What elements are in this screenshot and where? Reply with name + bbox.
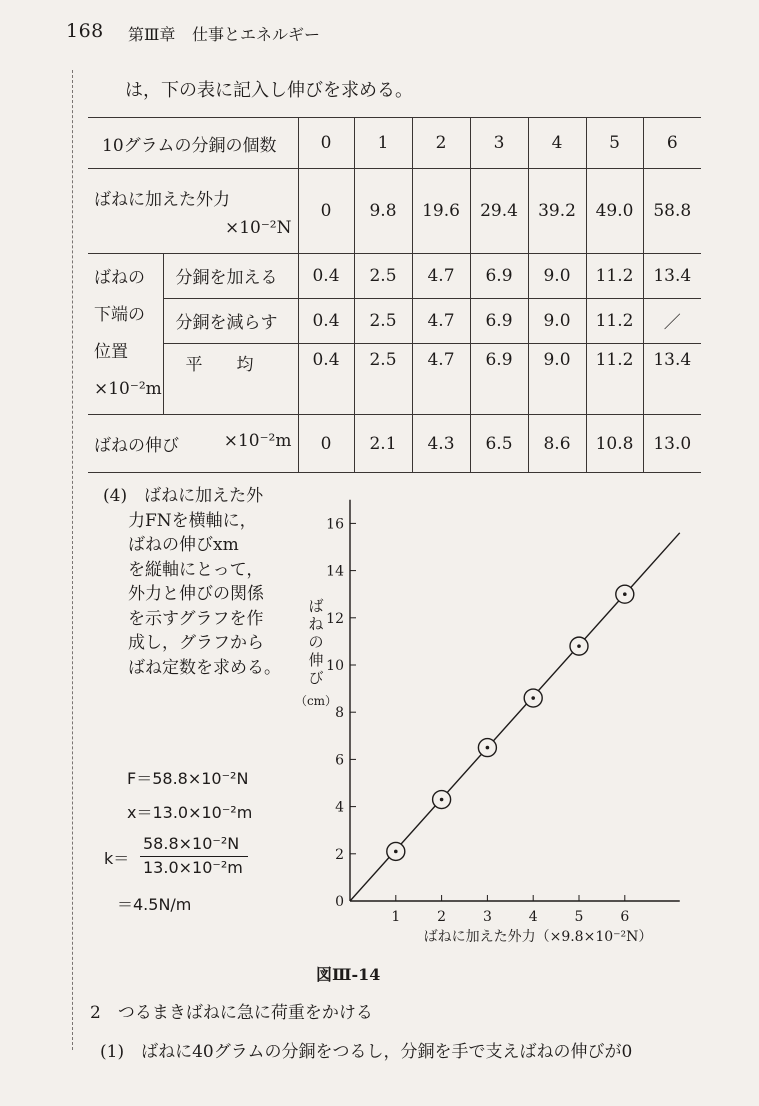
- position-label-line: 下端の: [94, 305, 145, 325]
- position-cell: 6.9: [470, 254, 528, 299]
- x-ticks: [391, 895, 629, 925]
- chapter-label: 第Ⅲ章: [128, 25, 176, 44]
- explanation-line: を示すグラフを作: [128, 608, 264, 629]
- formula-x: x＝13.0×10⁻²m: [127, 803, 253, 822]
- y-label-char: び: [308, 669, 324, 687]
- force-label-unit: ×10⁻²N: [224, 217, 292, 238]
- extension-cell: 0: [298, 415, 354, 473]
- count-cell: 4: [528, 118, 586, 169]
- table-row: [88, 343, 701, 414]
- data-point-center: [531, 696, 535, 700]
- figure-caption: 図Ⅲ-14: [316, 965, 381, 984]
- fraction-bar: [140, 856, 248, 857]
- position-cell: 9.0: [528, 254, 586, 299]
- x-tick-label: 2: [437, 909, 447, 925]
- y-tick-label: 10: [326, 658, 344, 674]
- x-tick-label: 5: [574, 909, 584, 925]
- average-label: 平 均: [163, 343, 298, 414]
- data-point-center: [486, 746, 490, 750]
- position-cell: 9.0: [528, 343, 586, 414]
- data-point-center: [440, 798, 444, 802]
- margin-rule: [72, 70, 73, 1050]
- position-cell: 0.4: [298, 343, 354, 414]
- position-cell: 2.5: [354, 254, 412, 299]
- position-header: [88, 254, 163, 415]
- force-cell: 49.0: [586, 169, 643, 254]
- formula-F: F＝58.8×10⁻²N: [127, 769, 249, 788]
- extension-cell: 4.3: [412, 415, 470, 473]
- force-cell: 9.8: [354, 169, 412, 254]
- y-label-char: の: [308, 633, 324, 651]
- force-cell: 0: [298, 169, 354, 254]
- extension-cell: 6.5: [470, 415, 528, 473]
- table-row: [88, 415, 701, 473]
- count-cell: 6: [643, 118, 701, 169]
- position-cell: 0.4: [298, 254, 354, 299]
- position-cell: ／: [643, 298, 701, 343]
- explanation-text: [103, 484, 313, 680]
- y-tick-label: 2: [335, 846, 344, 863]
- data-point-center: [394, 850, 398, 854]
- formula-result: ＝4.5N/m: [117, 895, 192, 914]
- count-cell: 3: [470, 118, 528, 169]
- table-row: [88, 298, 701, 343]
- force-cell: 58.8: [643, 169, 701, 254]
- section-text: (1) ばねに40グラムの分銅をつるし，分銅を手で支えばねの伸びが0: [100, 1042, 633, 1062]
- data-point-center: [623, 592, 627, 596]
- force-header: [88, 169, 298, 254]
- position-cell: 4.7: [412, 298, 470, 343]
- y-label-char: ば: [308, 597, 324, 615]
- position-label-line: ×10⁻²m: [94, 379, 162, 399]
- count-cell: 1: [354, 118, 412, 169]
- y-tick-label: 0: [335, 894, 344, 910]
- count-cell: 2: [412, 118, 470, 169]
- explanation-line: ばねの伸びxm: [128, 535, 239, 555]
- explanation-line: を縦軸にとって，: [128, 559, 264, 580]
- position-cell: 4.7: [412, 343, 470, 414]
- y-label-unit: （cm）: [294, 694, 338, 708]
- position-cell: 6.9: [470, 298, 528, 343]
- measurement-table: [88, 117, 701, 473]
- count-header: 10グラムの分銅の個数: [88, 118, 298, 169]
- position-cell: 11.2: [586, 343, 643, 414]
- table-row: [88, 118, 701, 169]
- position-cell: 9.0: [528, 298, 586, 343]
- count-cell: 5: [586, 118, 643, 169]
- extension-cell: 8.6: [528, 415, 586, 473]
- explanation-line: 成し，グラフから: [128, 633, 264, 653]
- explanation-line: 外力と伸びの関係: [128, 584, 264, 604]
- remove-weight-label: 分銅を減らす: [163, 298, 298, 343]
- extension-header: [88, 415, 298, 473]
- intro-text: は，下の表に記入し伸びを求める。: [125, 80, 413, 101]
- extension-label: ばねの伸び: [94, 436, 179, 456]
- force-label-line1: ばねに加えた外力: [94, 189, 230, 210]
- position-cell: 11.2: [586, 254, 643, 299]
- table-row: [88, 169, 701, 254]
- y-tick-label: 14: [326, 563, 344, 580]
- page-number: 168: [66, 20, 104, 42]
- y-tick-label: 16: [326, 516, 344, 533]
- force-cell: 39.2: [528, 169, 586, 254]
- position-cell: 13.4: [643, 254, 701, 299]
- count-cell: 0: [298, 118, 354, 169]
- data-point-center: [577, 644, 581, 648]
- explanation-line: 力FNを横軸に，: [128, 510, 257, 531]
- position-cell: 2.5: [354, 298, 412, 343]
- formula-k-label: k＝: [104, 849, 130, 868]
- y-label-char: ね: [308, 615, 324, 633]
- x-tick-label: 6: [620, 909, 630, 925]
- extension-cell: 2.1: [354, 415, 412, 473]
- position-cell: 11.2: [586, 298, 643, 343]
- position-cell: 6.9: [470, 343, 528, 414]
- extension-unit: ×10⁻²m: [223, 431, 292, 451]
- position-cell: 0.4: [298, 298, 354, 343]
- position-cell: 13.4: [643, 343, 701, 414]
- force-cell: 29.4: [470, 169, 528, 254]
- table-row: [88, 254, 701, 299]
- extension-cell: 10.8: [586, 415, 643, 473]
- extension-cell: 13.0: [643, 415, 701, 473]
- force-cell: 19.6: [412, 169, 470, 254]
- y-tick-label: 8: [335, 705, 344, 722]
- y-tick-label: 4: [335, 799, 344, 816]
- y-tick-label: 6: [335, 752, 344, 769]
- formula-k-denominator: 13.0×10⁻²m: [143, 858, 243, 877]
- x-tick-label: 3: [482, 909, 492, 925]
- position-cell: 4.7: [412, 254, 470, 299]
- y-label-char: 伸: [308, 651, 324, 669]
- x-axis-label: ばねに加えた外力（×9.8×10⁻²N）: [423, 929, 653, 945]
- position-cell: 2.5: [354, 343, 412, 414]
- section-heading: 2 つるまきばねに急に荷重をかける: [90, 1003, 373, 1023]
- position-label-line: ばねの: [94, 268, 145, 288]
- formula-k-numerator: 58.8×10⁻²N: [143, 834, 240, 853]
- add-weight-label: 分銅を加える: [163, 254, 298, 299]
- spring-chart: [294, 480, 720, 960]
- explanation-line: (4) ばねに加えた外: [103, 486, 264, 506]
- chart-axes: [350, 500, 680, 901]
- y-ticks: [326, 516, 356, 910]
- chapter-title: 仕事とエネルギー: [192, 25, 321, 44]
- position-label-line: 位置: [94, 342, 128, 362]
- x-tick-label: 4: [528, 909, 538, 925]
- x-tick-label: 1: [391, 909, 401, 925]
- explanation-line: ばね定数を求める。: [128, 657, 281, 678]
- y-tick-label: 12: [326, 610, 344, 627]
